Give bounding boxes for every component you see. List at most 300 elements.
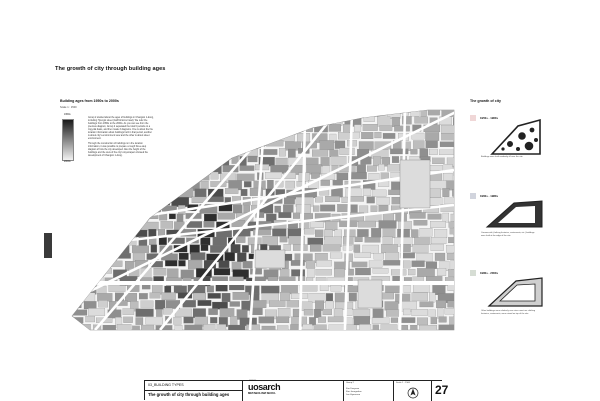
building-block: [337, 173, 348, 180]
building-block: [266, 140, 283, 146]
building-block: [182, 133, 196, 143]
building-block: [443, 188, 450, 197]
building-block: [355, 237, 363, 242]
building-block: [385, 302, 398, 311]
title-block-scale-cell: [393, 381, 431, 401]
building-block: [450, 228, 462, 234]
building-block: [338, 109, 354, 119]
building-block: [143, 188, 152, 197]
building-block: [441, 133, 458, 140]
building-block: [275, 206, 281, 213]
building-block: [147, 142, 155, 148]
building-block: [278, 308, 290, 318]
building-block: [310, 222, 324, 228]
building-block: [316, 269, 332, 275]
building-block: [183, 166, 195, 175]
building-block: [136, 309, 154, 317]
building-block: [88, 308, 105, 315]
building-block: [104, 253, 115, 263]
title-block-group-cell: [343, 381, 393, 401]
building-block: [321, 157, 330, 166]
building-block: [410, 325, 417, 332]
building-block: [91, 133, 108, 139]
building-block: [303, 213, 313, 220]
building-block: [277, 116, 289, 123]
building-block: [84, 301, 96, 309]
building-block: [105, 117, 112, 127]
building-block: [453, 118, 464, 128]
building-block: [320, 140, 334, 150]
building-block: [412, 293, 428, 302]
building-block: [244, 133, 254, 140]
building-block: [394, 126, 409, 131]
building-block: [155, 205, 161, 212]
building-block: [342, 197, 348, 203]
building-block: [283, 205, 293, 213]
building-block: [279, 212, 292, 218]
building-block: [207, 286, 214, 293]
period-1-label: 1950s - 1960s: [480, 116, 499, 120]
building-block: [202, 117, 209, 124]
building-block: [100, 228, 117, 234]
building-block: [392, 117, 400, 127]
building-block: [312, 150, 328, 157]
building-block: [361, 132, 373, 139]
building-block: [359, 324, 371, 331]
building-block: [204, 157, 221, 164]
building-block: [175, 325, 182, 333]
building-block: [443, 213, 449, 222]
building-block: [252, 300, 266, 308]
building-block: [312, 109, 322, 117]
building-block: [349, 196, 364, 201]
building-block: [248, 156, 257, 162]
building-block: [210, 317, 217, 323]
building-block: [87, 109, 94, 118]
building-block: [367, 166, 376, 172]
building-block: [70, 293, 76, 298]
building-block: [116, 125, 124, 132]
building-block: [329, 325, 345, 332]
logo-subtitle: METABOLISM SEOUL: [248, 392, 276, 395]
building-block: [107, 172, 114, 177]
building-block: [149, 124, 162, 130]
building-block: [193, 293, 206, 300]
building-block: [311, 173, 319, 179]
building-block: [226, 332, 233, 341]
building-block: [415, 117, 428, 124]
building-block: [143, 148, 156, 154]
building-block: [263, 236, 278, 245]
building-block: [289, 109, 295, 116]
building-block: [131, 118, 143, 127]
building-block: [314, 309, 321, 318]
building-block: [398, 221, 411, 229]
building-block: [363, 245, 379, 254]
building-block: [318, 317, 326, 323]
building-block: [204, 214, 217, 221]
building-block: [209, 140, 219, 146]
building-block: [280, 292, 290, 300]
building-block: [201, 181, 209, 189]
building-block: [448, 237, 457, 243]
building-block: [172, 142, 180, 148]
building-block: [129, 132, 145, 140]
building-block: [321, 333, 327, 342]
building-block: [369, 261, 382, 268]
building-block: [267, 180, 273, 190]
building-block: [410, 212, 426, 218]
building-block: [220, 308, 234, 316]
period-1-caption: Buildings were built randomly all over the site.: [481, 156, 524, 158]
building-block: [244, 181, 251, 187]
building-block: [74, 324, 91, 332]
building-block: [130, 214, 143, 223]
building-block: [378, 164, 384, 170]
building-block: [230, 316, 237, 325]
building-block: [73, 221, 87, 228]
building-block: [403, 309, 410, 315]
building-block: [383, 228, 395, 237]
building-block: [392, 156, 399, 162]
building-block: [355, 268, 370, 275]
building-block: [89, 228, 100, 236]
building-block: [98, 300, 108, 307]
building-block: [174, 286, 187, 293]
building-block: [258, 117, 266, 124]
building-block: [184, 317, 194, 323]
building-block: [141, 325, 154, 334]
building-block: [270, 110, 287, 119]
building-block: [232, 117, 243, 123]
building-block: [90, 262, 105, 268]
building-block: [230, 302, 240, 307]
building-block: [436, 300, 446, 308]
building-block: [174, 317, 182, 324]
period-3-caption: Other buildings were relatively new since most are clothing factories, restaurants, were raised on top of the site.: [481, 310, 536, 315]
building-block: [434, 229, 447, 237]
building-block: [209, 309, 218, 315]
building-block: [320, 205, 335, 212]
period-2-diagram: [484, 198, 546, 230]
building-block: [368, 333, 384, 343]
building-block: [306, 332, 319, 338]
building-block: [86, 316, 95, 322]
building-block: [391, 318, 398, 323]
building-block: [169, 214, 176, 219]
building-block: [86, 125, 95, 130]
building-block: [373, 325, 379, 333]
building-block: [133, 333, 150, 338]
building-block: [104, 268, 112, 273]
building-block: [168, 188, 177, 195]
building-block: [405, 334, 420, 340]
building-block: [193, 309, 206, 318]
building-block: [363, 188, 371, 195]
building-block: [159, 173, 173, 182]
building-block: [380, 126, 393, 131]
legend-description-1: Group 2 studied about the ages of buildings in Changsin 1-dong, including Hyungin street (Jail/Yehtomul road). We refer the buildings from 1950s to the 2000s. As you can see from the previous diagram, Group 2 separated the total 6 periods on a ring-plat basis, and then made 3 diagrams. One is about the fire location information about buildings built in that period, another is about city's environment view and the other is about street environment.: [88, 117, 154, 140]
building-block: [438, 333, 446, 341]
period-2-label: 1960s - 1980s: [480, 194, 499, 198]
building-block: [358, 333, 366, 338]
building-block: [357, 229, 368, 237]
period-1-swatch: [470, 115, 476, 121]
building-block: [240, 166, 255, 171]
building-block: [233, 292, 249, 300]
building-block: [268, 332, 279, 339]
building-block: [426, 262, 437, 269]
title-block: [144, 380, 449, 400]
building-block: [233, 205, 242, 214]
period-2-swatch: [470, 193, 476, 199]
building-block: [214, 268, 230, 275]
building-block: [354, 316, 370, 325]
building-block: [451, 260, 467, 269]
building-block: [147, 196, 158, 204]
building-block: [83, 116, 91, 123]
period-3-swatch: [470, 270, 476, 276]
building-block: [123, 309, 134, 315]
building-block: [429, 293, 435, 302]
building-block: [81, 246, 90, 251]
building-block: [379, 221, 397, 229]
building-block: [351, 205, 358, 213]
building-block: [371, 108, 387, 114]
building-block: [154, 268, 167, 275]
building-block: [73, 190, 81, 196]
member-name: Kim Daeyoon: [346, 388, 360, 390]
building-block: [120, 180, 128, 189]
building-block: [291, 270, 305, 277]
building-block: [420, 302, 434, 307]
building-block: [387, 164, 399, 171]
building-block: [232, 156, 239, 163]
building-block: [223, 109, 230, 116]
building-block: [153, 188, 166, 196]
building-block: [208, 108, 222, 114]
building-block: [422, 332, 436, 339]
building-block: [386, 252, 399, 261]
building-block: [72, 310, 87, 316]
building-block: [331, 188, 342, 197]
building-block: [221, 140, 230, 148]
building-block: [172, 132, 179, 140]
building-block: [293, 245, 307, 251]
building-block: [259, 110, 267, 116]
building-block: [281, 333, 289, 340]
building-block: [112, 109, 126, 115]
building-block: [95, 108, 110, 116]
building-block: [443, 173, 452, 181]
building-block: [452, 189, 468, 196]
building-block: [116, 164, 124, 170]
building-block: [181, 110, 191, 115]
building-block: [179, 126, 195, 136]
building-block: [363, 124, 378, 131]
building-block: [145, 158, 153, 167]
building-block: [174, 173, 190, 181]
building-block: [72, 238, 89, 246]
member-name: Lee Hyeonsoo: [346, 394, 361, 396]
building-block: [325, 221, 337, 231]
building-block: [383, 237, 393, 245]
building-block: [198, 132, 213, 137]
building-block: [146, 132, 156, 142]
building-block: [100, 212, 110, 219]
building-block: [179, 253, 189, 260]
building-block: [291, 333, 304, 341]
building-block: [108, 197, 116, 202]
building-block: [145, 118, 163, 126]
building-block: [431, 244, 444, 250]
building-block: [377, 197, 390, 204]
building-block: [390, 149, 408, 154]
building-block: [113, 189, 121, 198]
building-block: [185, 117, 200, 125]
building-block: [448, 301, 458, 308]
title-block-section-cell: [145, 381, 243, 401]
building-block: [165, 260, 177, 266]
building-block: [139, 293, 148, 299]
building-block: [74, 261, 88, 270]
building-block: [429, 189, 441, 198]
building-block: [72, 109, 85, 115]
building-block: [83, 188, 99, 197]
building-block: [381, 325, 398, 334]
building-block: [328, 317, 343, 322]
building-block: [431, 237, 446, 244]
title-block-divider: [145, 390, 243, 391]
building-block: [373, 190, 387, 197]
building-block: [91, 244, 106, 252]
building-block: [112, 149, 127, 157]
building-block: [126, 125, 139, 131]
building-block: [413, 141, 424, 149]
building-block: [439, 317, 447, 323]
building-block: [284, 254, 292, 261]
building-block: [163, 180, 171, 188]
page-number: 27: [435, 383, 449, 397]
gradient-top-label: 1950s: [64, 113, 71, 116]
building-block: [73, 230, 88, 239]
building-block: [305, 116, 314, 123]
building-block: [428, 108, 440, 115]
building-block: [79, 333, 87, 340]
building-block: [225, 252, 235, 261]
building-block: [325, 196, 339, 202]
building-block: [323, 245, 341, 251]
building-block: [162, 293, 176, 300]
period-3-label: 1980s - 2000s: [480, 271, 499, 275]
building-block: [315, 230, 323, 237]
building-block: [308, 238, 323, 245]
building-block: [125, 164, 137, 172]
building-block: [107, 261, 122, 267]
building-block: [90, 269, 103, 277]
building-block: [93, 118, 104, 126]
building-block: [268, 117, 275, 123]
building-block: [297, 109, 311, 118]
building-block: [78, 148, 95, 157]
building-block: [169, 332, 186, 338]
building-block: [285, 126, 297, 134]
building-block: [222, 293, 230, 302]
building-block: [426, 141, 438, 148]
building-block: [174, 156, 191, 166]
building-block: [109, 285, 126, 291]
building-block: [74, 278, 88, 287]
building-block: [215, 125, 229, 132]
building-block: [264, 124, 271, 130]
period-1-diagram: [488, 118, 546, 158]
building-block: [440, 142, 457, 147]
building-block: [259, 317, 274, 324]
building-block: [74, 212, 90, 220]
building-block: [304, 228, 314, 234]
building-block: [241, 189, 247, 196]
building-block: [246, 325, 259, 333]
building-block: [89, 333, 105, 342]
building-block: [330, 150, 339, 157]
building-block: [383, 260, 401, 265]
building-block: [447, 332, 463, 339]
building-block: [127, 158, 144, 164]
building-block: [421, 108, 427, 116]
building-block: [91, 166, 104, 175]
building-block: [204, 324, 216, 334]
building-block: [204, 221, 215, 227]
building-block: [115, 173, 128, 179]
building-block: [280, 237, 287, 242]
building-block: [373, 268, 388, 273]
building-block: [355, 253, 371, 258]
building-block: [123, 317, 132, 323]
building-block: [163, 308, 172, 314]
building-block: [233, 109, 243, 116]
building-block: [119, 229, 129, 236]
building-block: [117, 324, 131, 332]
building-block: [132, 230, 147, 237]
building-block: [333, 180, 343, 185]
building-block: [190, 149, 197, 158]
large-building-block: [400, 160, 430, 208]
period-2-caption: Commercial (clothing factories, restaurants, etc.) buildings were built at the edge of the site.: [481, 232, 535, 237]
building-block: [449, 222, 458, 228]
building-block: [146, 318, 163, 325]
building-block: [352, 262, 367, 267]
building-block: [284, 198, 295, 204]
side-panel-title: The growth of city: [470, 99, 501, 103]
building-block: [417, 268, 434, 276]
building-block: [261, 286, 279, 294]
building-block: [204, 333, 212, 340]
building-block: [429, 310, 436, 317]
building-block: [98, 197, 107, 207]
building-block: [83, 133, 89, 143]
building-block: [364, 116, 375, 121]
building-block: [344, 230, 355, 237]
scale-label: Scale 1 : 1500: [396, 382, 410, 384]
building-block: [446, 245, 458, 252]
building-block: [181, 140, 189, 148]
building-block: [286, 181, 295, 188]
building-block: [287, 300, 299, 307]
building-block: [201, 150, 215, 159]
building-block: [279, 148, 285, 156]
building-block: [396, 214, 407, 222]
building-block: [323, 309, 332, 315]
